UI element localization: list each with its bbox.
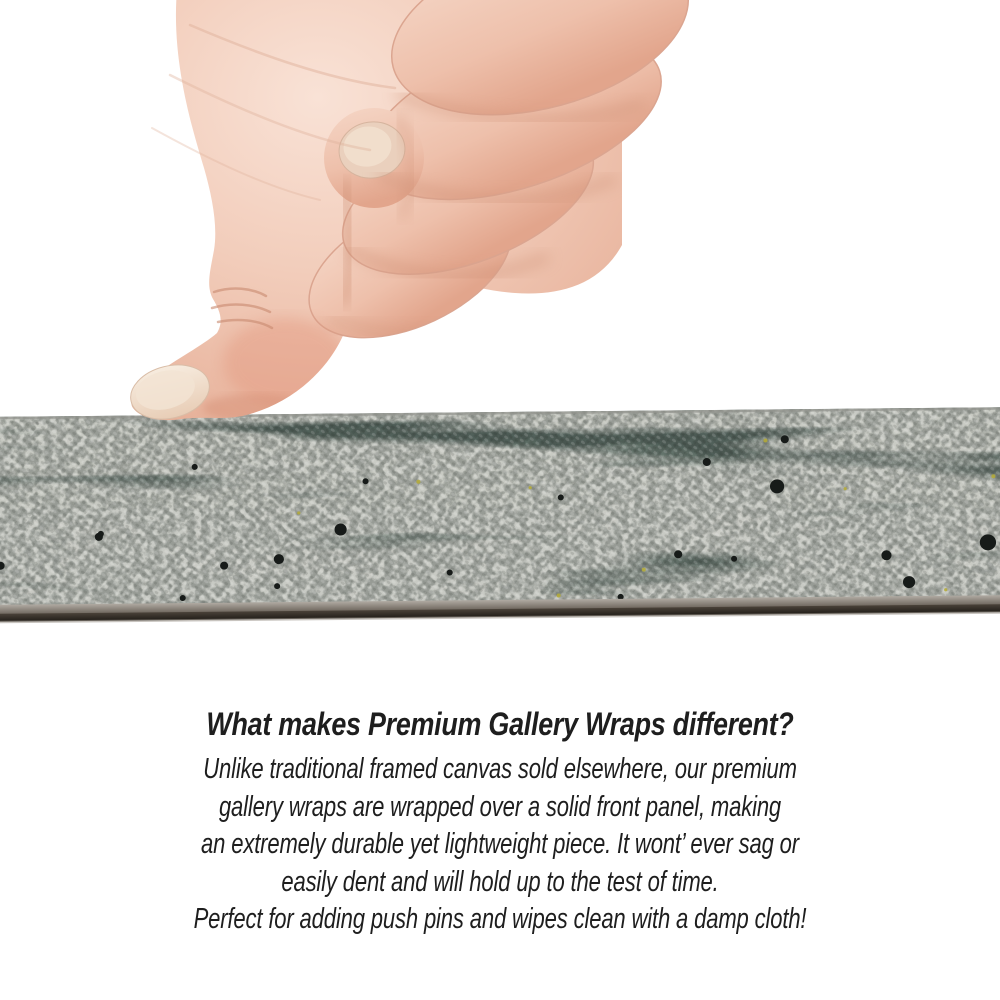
page-title: What makes Premium Gallery Wraps different? [206, 706, 794, 742]
canvas-strip [0, 407, 1000, 627]
text-block [0, 704, 1000, 939]
body-line: gallery wraps are wrapped over a solid front panel, making [218, 790, 782, 823]
body-line: Unlike traditional framed canvas sold elsewhere, our premium [203, 753, 797, 785]
hand-illustration [0, 0, 1000, 440]
body-line: Perfect for adding push pins and wipes clean with a damp cloth! [193, 903, 807, 935]
body-line: easily dent and will hold up to the test of time. [281, 865, 719, 898]
body-line: an extremely durable yet lightweight piece. It wont’ ever sag or [201, 828, 799, 860]
canvas-texture [0, 407, 1000, 627]
hand-photo [0, 0, 1000, 440]
